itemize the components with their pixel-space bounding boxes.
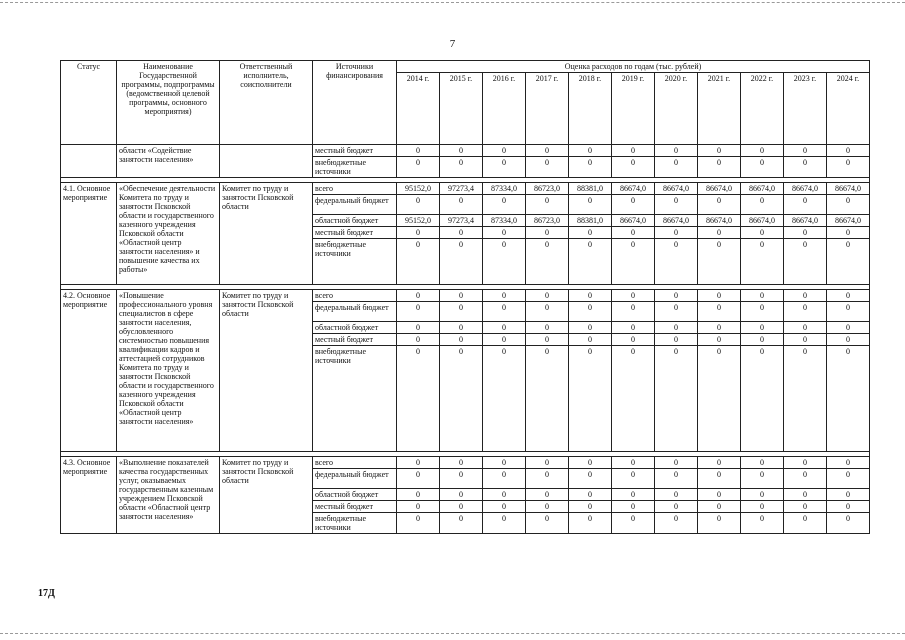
value-cell: 88381,0 [569, 215, 612, 227]
value-cell: 0 [698, 195, 741, 215]
source-cell: местный бюджет [313, 145, 397, 157]
source-cell: федеральный бюджет [313, 195, 397, 215]
value-cell: 0 [440, 513, 483, 534]
header-year: 2014 г. [397, 73, 440, 145]
value-cell: 0 [440, 195, 483, 215]
value-cell: 0 [655, 489, 698, 501]
value-cell: 0 [741, 501, 784, 513]
table-body [61, 145, 870, 534]
value-cell: 0 [698, 157, 741, 178]
value-cell: 0 [440, 157, 483, 178]
value-cell: 0 [569, 489, 612, 501]
value-cell: 0 [397, 469, 440, 489]
value-cell: 0 [440, 346, 483, 452]
value-cell: 86674,0 [827, 215, 870, 227]
value-cell: 0 [827, 302, 870, 322]
value-cell: 86674,0 [655, 215, 698, 227]
value-cell: 0 [741, 157, 784, 178]
value-cell: 0 [655, 239, 698, 285]
measure-name: «Обеспечение деятельности Комитета по труду и занятости Псковской области и государственного казенного учреждения Псковской области «Областной центр занятости населения» и повышение качества их работы» [117, 183, 220, 285]
source-cell: всего [313, 290, 397, 302]
value-cell: 0 [827, 457, 870, 469]
value-cell: 0 [827, 145, 870, 157]
value-cell: 0 [397, 227, 440, 239]
value-cell: 0 [483, 239, 526, 285]
measure-status: 4.1. Основное мероприятие [61, 183, 117, 285]
value-cell: 0 [784, 501, 827, 513]
value-cell: 0 [827, 227, 870, 239]
header-year: 2020 г. [655, 73, 698, 145]
measure-status: 4.3. Основное мероприятие [61, 457, 117, 534]
value-cell: 0 [784, 469, 827, 489]
value-cell: 0 [784, 334, 827, 346]
value-cell: 0 [698, 489, 741, 501]
source-cell: областной бюджет [313, 489, 397, 501]
value-cell: 0 [655, 469, 698, 489]
value-cell: 0 [827, 501, 870, 513]
header-year: 2022 г. [741, 73, 784, 145]
value-cell: 0 [827, 322, 870, 334]
value-cell: 0 [440, 290, 483, 302]
value-cell: 0 [698, 239, 741, 285]
value-cell: 0 [741, 334, 784, 346]
program-name-cell: области «Содействие занятости населения» [117, 145, 220, 178]
value-cell: 0 [526, 513, 569, 534]
value-cell: 87334,0 [483, 183, 526, 195]
source-cell: местный бюджет [313, 334, 397, 346]
value-cell: 0 [612, 302, 655, 322]
value-cell: 0 [698, 145, 741, 157]
value-cell: 0 [569, 145, 612, 157]
measure-executor: Комитет по труду и занятости Псковской области [220, 290, 313, 452]
value-cell: 0 [741, 346, 784, 452]
value-cell: 0 [784, 145, 827, 157]
value-cell: 0 [526, 501, 569, 513]
value-cell: 0 [569, 501, 612, 513]
value-cell: 0 [569, 334, 612, 346]
value-cell: 0 [698, 346, 741, 452]
value-cell: 0 [698, 334, 741, 346]
value-cell: 0 [784, 290, 827, 302]
source-cell: федеральный бюджет [313, 302, 397, 322]
value-cell: 0 [827, 157, 870, 178]
value-cell: 0 [483, 469, 526, 489]
value-cell: 0 [698, 457, 741, 469]
value-cell: 97273,4 [440, 215, 483, 227]
source-cell: внебюджетные источники [313, 346, 397, 452]
measure-name: «Повышение профессионального уровня специалистов в сфере занятости населения, обусловленного системностью повышения квалификации кадров и аттестацией сотрудников Комитета по труду и занятости Псковской области и государственного казенного учреждения Псковской области «Областной центр занятости населения» [117, 290, 220, 452]
value-cell: 86674,0 [612, 215, 655, 227]
scan-edge-bottom [0, 633, 905, 634]
footer-code: 17Д [38, 588, 55, 599]
header-year: 2015 г. [440, 73, 483, 145]
source-cell: внебюджетные источники [313, 513, 397, 534]
value-cell: 0 [698, 501, 741, 513]
value-cell: 0 [612, 157, 655, 178]
value-cell: 0 [784, 346, 827, 452]
value-cell: 87334,0 [483, 215, 526, 227]
value-cell: 95152,0 [397, 183, 440, 195]
value-cell: 0 [784, 457, 827, 469]
value-cell: 86723,0 [526, 215, 569, 227]
value-cell: 0 [526, 195, 569, 215]
value-cell: 0 [741, 457, 784, 469]
value-cell: 0 [655, 322, 698, 334]
value-cell: 86674,0 [741, 183, 784, 195]
value-cell: 0 [741, 322, 784, 334]
value-cell: 0 [741, 302, 784, 322]
value-cell: 86674,0 [698, 215, 741, 227]
source-cell: местный бюджет [313, 501, 397, 513]
value-cell: 0 [698, 513, 741, 534]
value-cell: 86674,0 [784, 183, 827, 195]
value-cell: 0 [397, 157, 440, 178]
value-cell: 0 [397, 322, 440, 334]
source-cell: федеральный бюджет [313, 469, 397, 489]
value-cell: 0 [698, 227, 741, 239]
value-cell: 0 [784, 195, 827, 215]
value-cell: 0 [741, 469, 784, 489]
value-cell: 0 [526, 290, 569, 302]
value-cell: 95152,0 [397, 215, 440, 227]
value-cell: 0 [612, 290, 655, 302]
value-cell: 0 [526, 334, 569, 346]
value-cell: 0 [569, 157, 612, 178]
measure-executor: Комитет по труду и занятости Псковской области [220, 457, 313, 534]
header-name: Наименование Государственной программы, подпрограммы (ведомственной целевой программы, основного мероприятия) [117, 61, 220, 145]
source-cell: внебюджетные источники [313, 239, 397, 285]
value-cell: 86674,0 [655, 183, 698, 195]
value-cell: 0 [655, 290, 698, 302]
value-cell: 0 [483, 457, 526, 469]
value-cell: 0 [397, 501, 440, 513]
value-cell: 0 [655, 457, 698, 469]
value-cell: 0 [526, 227, 569, 239]
header-year: 2021 г. [698, 73, 741, 145]
value-cell: 0 [612, 239, 655, 285]
header-year: 2017 г. [526, 73, 569, 145]
table-header [61, 61, 870, 145]
value-cell: 0 [827, 346, 870, 452]
value-cell: 86674,0 [612, 183, 655, 195]
value-cell: 0 [397, 145, 440, 157]
value-cell: 0 [483, 334, 526, 346]
value-cell: 0 [612, 145, 655, 157]
scan-edge-top [0, 2, 905, 3]
header-estimate: Оценка расходов по годам (тыс. рублей) [397, 61, 870, 73]
executor-cell-empty [220, 145, 313, 178]
value-cell: 0 [440, 457, 483, 469]
value-cell: 0 [827, 195, 870, 215]
value-cell: 0 [483, 145, 526, 157]
header-year: 2018 г. [569, 73, 612, 145]
value-cell: 0 [440, 469, 483, 489]
value-cell: 0 [397, 334, 440, 346]
value-cell: 0 [784, 227, 827, 239]
value-cell: 86674,0 [698, 183, 741, 195]
value-cell: 0 [483, 302, 526, 322]
source-cell: всего [313, 457, 397, 469]
value-cell: 0 [440, 145, 483, 157]
value-cell: 0 [526, 145, 569, 157]
value-cell: 0 [827, 469, 870, 489]
value-cell: 0 [440, 489, 483, 501]
value-cell: 0 [440, 334, 483, 346]
value-cell: 0 [698, 302, 741, 322]
value-cell: 0 [397, 302, 440, 322]
value-cell: 0 [827, 334, 870, 346]
value-cell: 0 [655, 334, 698, 346]
source-cell: областной бюджет [313, 322, 397, 334]
value-cell: 0 [526, 157, 569, 178]
value-cell: 97273,4 [440, 183, 483, 195]
source-cell: всего [313, 183, 397, 195]
value-cell: 0 [655, 195, 698, 215]
value-cell: 0 [741, 489, 784, 501]
source-cell: областной бюджет [313, 215, 397, 227]
value-cell: 0 [612, 489, 655, 501]
measure-name: «Выполнение показателей качества государственных услуг, оказываемых государственным казенным учреждением Псковской области «Областной центр занятости населения» [117, 457, 220, 534]
value-cell: 0 [483, 489, 526, 501]
value-cell: 0 [397, 195, 440, 215]
value-cell: 0 [526, 322, 569, 334]
value-cell: 0 [526, 302, 569, 322]
value-cell: 0 [569, 346, 612, 452]
value-cell: 0 [526, 469, 569, 489]
value-cell: 0 [698, 290, 741, 302]
table-row [61, 457, 870, 469]
value-cell: 0 [698, 469, 741, 489]
header-sources: Источники финансирования [313, 61, 397, 145]
value-cell: 0 [440, 501, 483, 513]
value-cell: 0 [397, 457, 440, 469]
measure-executor: Комитет по труду и занятости Псковской области [220, 183, 313, 285]
value-cell: 0 [827, 513, 870, 534]
value-cell: 0 [741, 513, 784, 534]
page-number: 7 [449, 38, 456, 50]
table-row [61, 183, 870, 195]
value-cell: 0 [569, 239, 612, 285]
value-cell: 0 [741, 290, 784, 302]
status-cell-empty [61, 145, 117, 178]
table-row [61, 290, 870, 302]
value-cell: 0 [784, 157, 827, 178]
value-cell: 0 [483, 195, 526, 215]
value-cell: 0 [784, 322, 827, 334]
value-cell: 0 [741, 239, 784, 285]
value-cell: 0 [440, 302, 483, 322]
value-cell: 0 [483, 346, 526, 452]
value-cell: 0 [612, 334, 655, 346]
value-cell: 88381,0 [569, 183, 612, 195]
value-cell: 0 [741, 195, 784, 215]
value-cell: 0 [655, 145, 698, 157]
value-cell: 0 [440, 239, 483, 285]
value-cell: 0 [612, 501, 655, 513]
value-cell: 0 [569, 513, 612, 534]
value-cell: 0 [569, 469, 612, 489]
source-cell: местный бюджет [313, 227, 397, 239]
value-cell: 0 [569, 457, 612, 469]
header-year: 2019 г. [612, 73, 655, 145]
value-cell: 0 [483, 290, 526, 302]
value-cell: 0 [397, 489, 440, 501]
value-cell: 86723,0 [526, 183, 569, 195]
value-cell: 0 [784, 239, 827, 285]
value-cell: 0 [655, 302, 698, 322]
value-cell: 0 [612, 346, 655, 452]
value-cell: 0 [698, 322, 741, 334]
header-executor: Ответственный исполнитель, соисполнители [220, 61, 313, 145]
value-cell: 0 [483, 513, 526, 534]
header-year: 2024 г. [827, 73, 870, 145]
value-cell: 0 [612, 513, 655, 534]
value-cell: 0 [741, 227, 784, 239]
value-cell: 0 [397, 239, 440, 285]
value-cell: 86674,0 [784, 215, 827, 227]
value-cell: 0 [784, 302, 827, 322]
value-cell: 0 [784, 489, 827, 501]
value-cell: 0 [655, 227, 698, 239]
value-cell: 0 [483, 227, 526, 239]
value-cell: 0 [397, 513, 440, 534]
value-cell: 0 [612, 457, 655, 469]
source-cell: внебюджетные источники [313, 157, 397, 178]
value-cell: 0 [569, 322, 612, 334]
value-cell: 0 [612, 227, 655, 239]
value-cell: 0 [569, 290, 612, 302]
value-cell: 0 [655, 501, 698, 513]
value-cell: 0 [569, 227, 612, 239]
table-row [61, 145, 870, 157]
value-cell: 86674,0 [827, 183, 870, 195]
value-cell: 0 [440, 227, 483, 239]
header-year: 2016 г. [483, 73, 526, 145]
value-cell: 0 [397, 290, 440, 302]
value-cell: 0 [612, 469, 655, 489]
value-cell: 0 [655, 346, 698, 452]
value-cell: 86674,0 [741, 215, 784, 227]
value-cell: 0 [741, 145, 784, 157]
budget-table [60, 60, 870, 534]
value-cell: 0 [612, 322, 655, 334]
value-cell: 0 [440, 322, 483, 334]
measure-status: 4.2. Основное мероприятие [61, 290, 117, 452]
value-cell: 0 [612, 195, 655, 215]
header-year: 2023 г. [784, 73, 827, 145]
value-cell: 0 [526, 457, 569, 469]
value-cell: 0 [569, 302, 612, 322]
value-cell: 0 [397, 346, 440, 452]
value-cell: 0 [526, 489, 569, 501]
value-cell: 0 [569, 195, 612, 215]
value-cell: 0 [827, 239, 870, 285]
value-cell: 0 [483, 157, 526, 178]
value-cell: 0 [827, 489, 870, 501]
value-cell: 0 [526, 239, 569, 285]
value-cell: 0 [655, 157, 698, 178]
header-status: Статус [61, 61, 117, 145]
value-cell: 0 [483, 501, 526, 513]
value-cell: 0 [483, 322, 526, 334]
value-cell: 0 [784, 513, 827, 534]
value-cell: 0 [827, 290, 870, 302]
value-cell: 0 [526, 346, 569, 452]
value-cell: 0 [655, 513, 698, 534]
